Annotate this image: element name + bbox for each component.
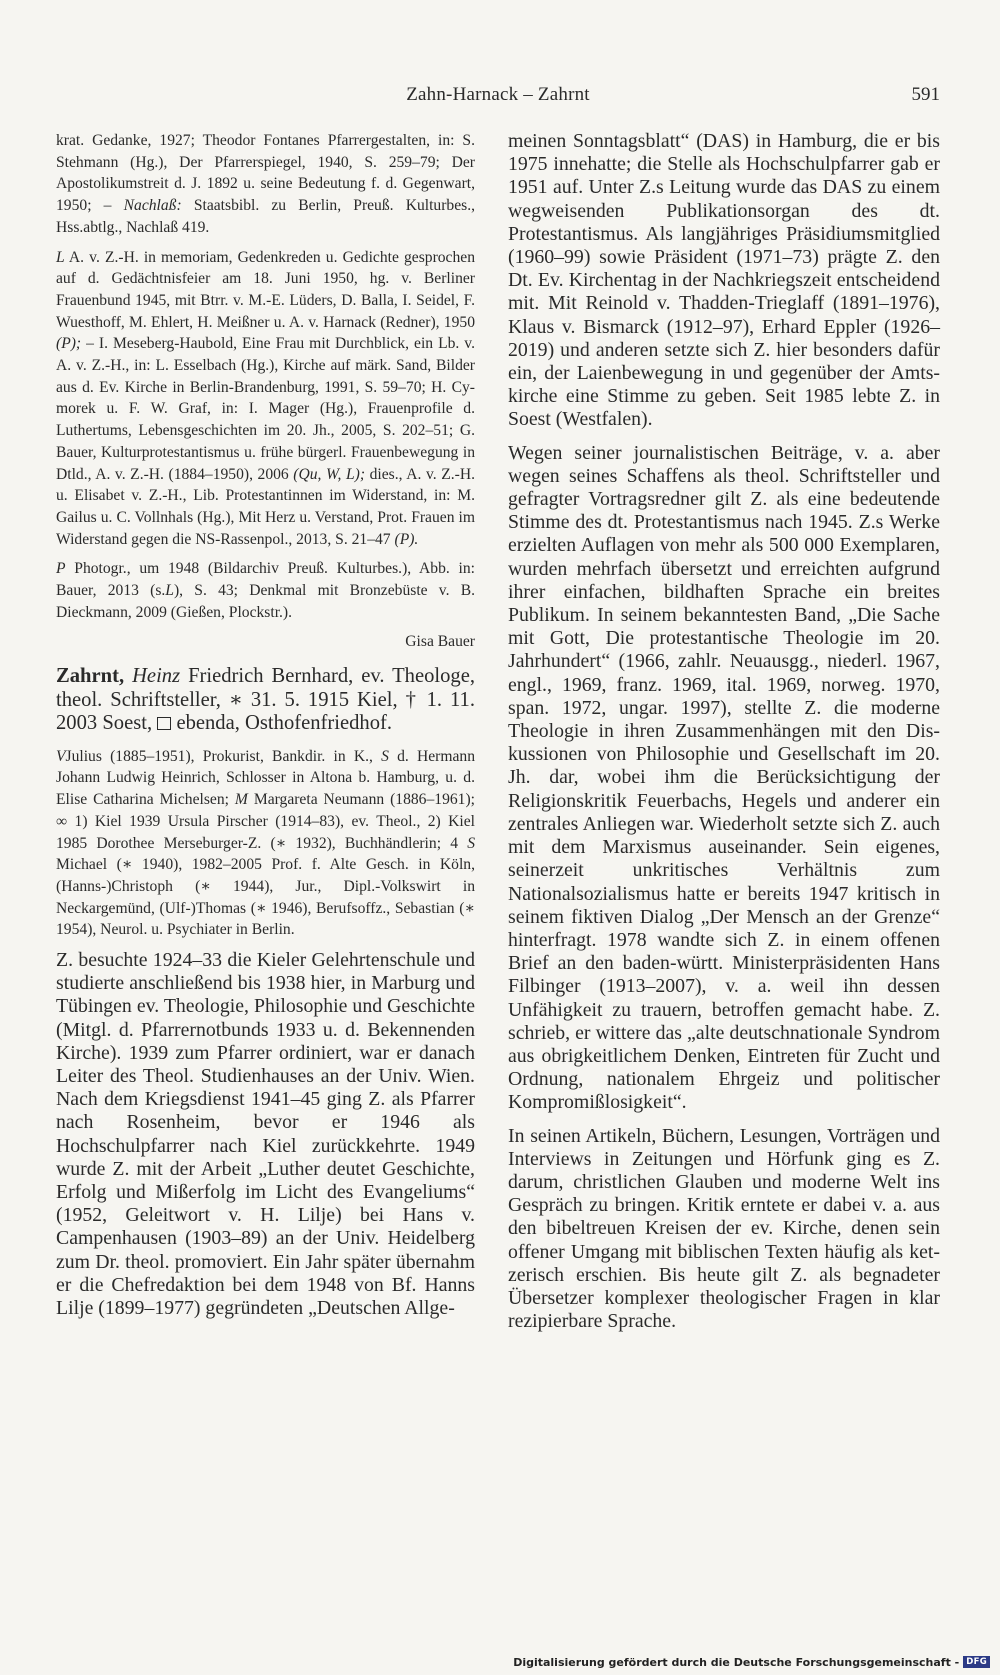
works-text: krat. Gedanke, 1927; Theodor Fontanes Pfarrergestalten, in: S. Stehmann (Hg.), Der Pfarrerspiegel, 1940, S. 259–79; Der Apostolikumstreit d. J. 1892 u. seine Bedeutung f. d. Gegenwart, 1950; – (56, 132, 475, 215)
portrait-section (56, 558, 475, 623)
portrait-text: Photogr., um 1948 (Bildarchiv Preuß. Kulturbes.), Abb. in: Bauer, 2013 (s. (56, 560, 475, 600)
entry-surname: Zahrnt, (56, 665, 125, 688)
body-paragraph-1: Z. besuchte 1924–33 die Kieler Gelehrtenschule und studierte anschließend bis 1938 hier, in Marburg und Tübingen ev. Theologie, Philosophie und Geschichte (Mitgl. d. Pfarrernotbunds 1933 u. d. Bekennenden Kirche). 1939 zum Pfarrer ordiniert, war er danach Leiter des Theol. Studienhauses an der Univ. Wien. Nach dem Kriegsdienst 1941–45 ging Z. als Pfarrer nach Rosenheim, bevor er 1946 als Hochschulpfarrer nach Kiel zurückkehrte. 1949 wurde Z. mit der Arbeit „Luther deutet Geschichte, Erfolg und Mißerfolg im Licht des Evangeliums“ (1952, Geleitwort v. H. Lilje) bei Hans v. Campenhausen (1903–89) an der Univ. Heidelberg zum Dr. theol. promoviert. Ein Jahr später übernahm er die Chefredaktion bei dem 1948 von Bf. Hanns Lilje (1899–1977) gegründeten „Deutschen Allge- (56, 949, 475, 1320)
genealogy-children: Michael (∗ 1940), 1982–2005 Prof. f. Alte Gesch. in Köln, (Hanns-)Christoph (∗ 1944), Jur., Dipl.-Volkswirt in Neckargemünd, (Ulf-)Thomas (∗ 1946), Berufsoffz., Sebastian (∗ 1954), Neurol. u. Psychiater in Berlin. (56, 856, 475, 939)
literature-section (56, 247, 475, 551)
genealogy-section (56, 746, 475, 941)
genealogy-marriages: 1) Kiel 1939 Ursula Pirscher (1914–83), ev. Theol., 2) Kiel 1985 Dorothee Merseburger-Z. (∗ 1932), Buchhändlerin; 4 (56, 812, 475, 852)
page-number: 591 (911, 84, 940, 105)
marriage-symbol-icon: ∞ (56, 812, 68, 830)
genealogy-grandfather: d. Hermann Johann Ludwig Heinrich, Schlosser in Altona b. Hamburg, u. d. Elise Catharina Michelsen; (56, 747, 476, 809)
dfg-logo: DFG (963, 1656, 990, 1668)
nachlass-label: Nachlaß: (123, 197, 182, 215)
left-column (56, 130, 475, 1330)
literature-qu-ref: (Qu, W, L); (293, 465, 366, 483)
literature-text-2: – I. Meseberg-Haubold, Eine Frau mit Durchblick, ein Lb. v. A. v. Z.-H., in: L. Esselbach (Hg.), Kirche auf märk. Sand, Bilder aus d. Ev. Kirche in Berlin-Brandenburg, 1991, S. 59–70; H. Cymorek u. F. W. Graf, in: I. Mager (Hg.), Frauenprofile d. Luthertums, Lebensgeschichten im 20. Jh., 2005, S. 202–51; G. Bauer, Kulturprotestantismus u. frühe bürgerl. Frauenbewegung in Dtld., A. v. Z.-H. (1884–1950), 2006 (56, 335, 475, 483)
author-signature: Gisa Bauer (405, 633, 475, 651)
entry-burial: ebenda, Osthofenfriedhof. (176, 712, 393, 735)
portrait-l-ref: L (165, 582, 174, 600)
body-paragraph-3: Wegen seiner journalistischen Beiträge, v. a. aber wegen seines Schaffens als theol. Schriftsteller und gefragter Vortragsredner gilt Z. als eine bedeutende Stimme des dt. Protestantismus nach 1945. Z.s Werke erzielten Auflagen von mehr als 500 000 Exemplaren, wurden mehrfach übersetzt und erreichten aufgrund ihrer einfachen, bildhaften Sprache ein breites Publikum. In seinem bekanntesten Band, „Die Sache mit Gott, Die protestantische Theologie im 20. Jahrhundert“ (1966, zahlr. Neuausgg., niederl. 1967, engl., 1969, franz. 1969, ital. 1969, norweg. 1970, span. 1972, ungar. 1997), stellte Z. die moderne Theologie in ihren Zusammenhängen mit den Diskussionen von Philosophie und Gesellschaft im 20. Jh. dar, wobei ihm die Berücksichtigung der Religionskritik Feuerbachs, Hegels und anderer ein zentrales Anliegen war. Wiederholt setzte sich Z. auch mit dem Marxismus auseinander. Sein eigenes, seinerzeit unkritisches Verhältnis zum Nationalsozialismus hatte er bereits 1947 kritisch in seinem fiktiven Dialog „Der Mensch an der Grenze“ hinterfragt. 1978 wandte sich Z. in einem offenen Brief an den baden-württ. Ministerpräsidenten Hans Filbinger (1913–2007), v. a. weil ihn dessen Unfähigkeit zu trauern, betroffen gemacht habe. Z. schrieb, er wittere das „alte deutschnationale Syndrom aus obrigkeitlichem Denken, Eintreten für Zucht und Ordnung, nationalem Ehrgeiz und politischer Kompromißlosigkeit“. (508, 441, 940, 1114)
literature-p-ref-2: (P). (394, 530, 419, 548)
literature-mark: L (56, 248, 65, 266)
burial-symbol-icon (157, 717, 171, 730)
genealogy-s-mark: S (381, 747, 389, 765)
literature-p-ref: (P); (56, 335, 82, 353)
entry-biodata: Friedrich Bernhard, ev. Theologe, theol. Schriftsteller, ∗ 31. 5. 1915 Kiel, † 1. 11. 2003 Soest, (56, 665, 476, 735)
right-column (508, 130, 940, 1343)
genealogy-s2-mark: S (467, 834, 475, 852)
genealogy-mother: Margareta Neumann (1886–1961); (253, 791, 475, 809)
portrait-mark: P (56, 560, 66, 578)
literature-text-3: dies., A. v. Z.-H. u. Elisabet v. Z.-H., Lib. Protestantinnen im Widerstand, in: M. Gailus u. C. Vollnhals (Hg.), Mit Herz u. Verstand, Prot. Frauen im Widerstand gegen die NS-Rassenpol., 2013, S. 21–47 (56, 465, 475, 548)
body-paragraph-2: meinen Sonntagsblatt“ (DAS) in Hamburg, die er bis 1975 innehatte; die Stelle als Hochschulpfarrer gab er 1951 auf. Unter Z.s Leitung wurde das DAS zu einem wegweisenden Publikationsorgan des dt. Protestantismus. Als langjähriges Präsidiumsmitglied (1960–99) sowie Präsident (1971–73) prägte Z. den Dt. Ev. Kirchentag in der Nachkriegszeit entscheidend mit. Mit Reinold v. Thadden-Trieglaff (1891–1976), Klaus v. Bismarck (1912–97), Erhard Eppler (1926–2019) und anderen setzte sich Z. hier besonders dafür ein, der Laienbewegung in und gegenüber der Amtskirche eine Stimme zu geben. Seit 1985 lebte Z. in Soest (Westfalen). (508, 130, 940, 431)
nachlass-text: Staatsbibl. zu Berlin, Preuß. Kulturbes., Hss.abtlg., Nachlaß 419. (56, 197, 475, 236)
entry-heading (56, 665, 475, 735)
genealogy-father: Julius (1885–1951), Prokurist, Bankdir. in K., (65, 747, 373, 765)
portrait-text-2: ), S. 43; Denkmal mit Bronzebüste v. B. Dieckmann, 2009 (Gießen, Plockstr.). (56, 582, 475, 621)
works-continuation (56, 130, 475, 239)
body-paragraph-4: In seinen Artikeln, Büchern, Lesungen, Vorträgen und Interviews in Zeitungen und Hörfunk ging es Z. darum, christlichen Glauben und moderne Welt ins Gespräch zu bringen. Kritik erntete er dabei v. a. aus den bibeltreuen Kreisen der ev. Kirche, denen sein offener Umgang mit biblischen Texten häufig als ketzerisch erschien. Bis heute gilt Z. als begnadeter Übersetzer komplexer theologischer Fragen in klar rezipierbare Sprache. (508, 1124, 940, 1333)
literature-text-1: A. v. Z.-H. in memoriam, Gedenkreden u. Gedichte gesprochen auf d. Gedächtnisfeier am 18. Juni 1950, hg. v. Berliner Frauenbund 1945, mit Btrr. v. M.-E. Lüders, D. Balla, I. Seidel, F. Wuesthoff, M. Ehlert, H. Meißner u. A. v. Harnack (Redner), 1950 (56, 248, 475, 331)
running-title: Zahn-Harnack – Zahrnt (406, 84, 590, 105)
entry-given-name: Heinz (132, 665, 181, 688)
digitization-credit (513, 1653, 990, 1671)
genealogy-m-mark: M (234, 791, 248, 809)
credit-text: Digitalisierung gefördert durch die Deutsche Forschungsgemeinschaft - (513, 1655, 960, 1669)
genealogy-v-mark: V (56, 747, 66, 765)
running-header (56, 84, 940, 112)
